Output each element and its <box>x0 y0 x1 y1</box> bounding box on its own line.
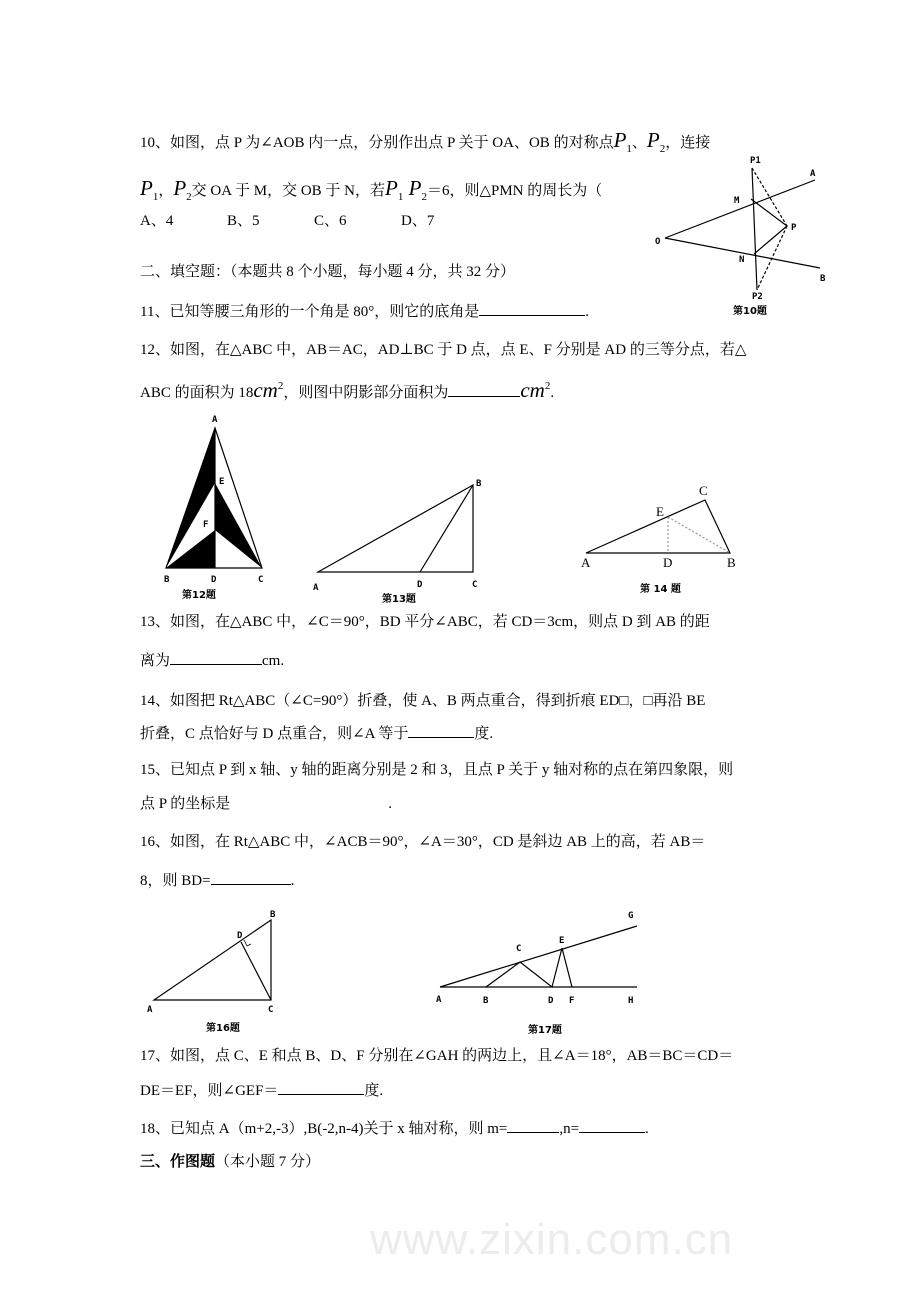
svg-text:A: A <box>212 415 218 425</box>
svg-text:A: A <box>313 583 319 593</box>
svg-text:C: C <box>699 483 708 498</box>
q16-line1: 16、如图，在 Rt△ABC 中，∠ACB＝90°，∠A＝30°，CD 是斜边 AB 上的高，若 AB＝ <box>140 834 706 850</box>
math-p1: $P_1$ <box>613 128 632 156</box>
option-c: C、6 <box>314 213 347 229</box>
svg-text:E: E <box>559 936 565 946</box>
svg-text:G: G <box>628 911 634 921</box>
q13-line1: 13、如图，在△ABC 中，∠C＝90°，BD 平分∠ABC，若 CD＝3cm，则点 D 到 AB 的距 <box>140 614 710 630</box>
svg-text:D: D <box>663 555 673 570</box>
q14-line2: 折叠，C 点恰好与 D 点重合，则∠A 等于 度. <box>140 723 493 744</box>
svg-text:H: H <box>628 996 634 1006</box>
svg-text:M: M <box>734 196 740 206</box>
svg-text:A: A <box>436 995 442 1005</box>
figure-10 <box>655 156 826 317</box>
svg-text:B: B <box>476 479 482 489</box>
q12-line1: 12、如图，在△ABC 中，AB＝AC，AD⊥BC 于 D 点，点 E、F 分别是 AD 的三等分点，若△ <box>140 342 747 358</box>
section2-heading: 二、填空题：（本题共 8 个小题，每小题 4 分，共 32 分） <box>140 264 516 280</box>
figure-13 <box>313 479 482 605</box>
svg-text:C: C <box>258 575 264 585</box>
figure-14 <box>581 483 736 595</box>
q10-line1: 10、如图，点 P 为∠AOB 内一点，分别作出点 P 关于 OA、OB 的对称点$P_1$、$P_2$，连接 <box>140 128 711 156</box>
q15-line2: 点 P 的坐标是 . <box>140 796 393 812</box>
q18: 18、已知点 A（m+2,-3）,B(-2,n-4)关于 x 轴对称，则 m= ,n= . <box>140 1118 649 1139</box>
section3-heading: 三、作图题（本小题 7 分） <box>140 1154 321 1170</box>
svg-text:B: B <box>727 555 736 570</box>
svg-text:P: P <box>791 223 797 233</box>
svg-text:B: B <box>270 910 276 920</box>
q14-line1: 14、如图把 Rt△ABC（∠C=90°）折叠，使 A、B 两点重合，得到折痕 ED□，□再沿 BE <box>140 693 706 709</box>
option-b: B、5 <box>227 213 260 229</box>
q13-line2: 离为 cm. <box>140 650 284 671</box>
option-d: D、7 <box>401 213 435 229</box>
svg-text:C: C <box>268 1005 274 1015</box>
svg-text:F: F <box>569 996 575 1006</box>
svg-text:P1: P1 <box>750 156 761 166</box>
svg-text:第16题: 第16题 <box>206 1023 240 1034</box>
q16-line2: 8，则 BD= . <box>140 870 294 891</box>
svg-text:第17题: 第17题 <box>528 1025 562 1036</box>
svg-text:A: A <box>810 169 816 179</box>
q11: 11、已知等腰三角形的一个角是 80°，则它的底角是 . <box>140 301 589 322</box>
svg-text:D: D <box>548 996 554 1006</box>
svg-text:第13题: 第13题 <box>382 594 416 605</box>
svg-text:B: B <box>164 575 170 585</box>
svg-text:D: D <box>417 580 423 590</box>
option-a: A、4 <box>140 213 174 229</box>
svg-text:D: D <box>211 575 217 585</box>
svg-text:E: E <box>656 504 664 519</box>
q15-line1: 15、已知点 P 到 x 轴、y 轴的距离分别是 2 和 3，且点 P 关于 y 轴对称的点在第四象限，则 <box>140 762 734 778</box>
svg-text:P2: P2 <box>752 292 763 302</box>
q10-text: 10、如图，点 P 为∠AOB 内一点，分别作出点 P 关于 OA、OB 的对称点 <box>140 135 614 151</box>
shaded-regions <box>166 428 262 568</box>
svg-text:A: A <box>147 1005 153 1015</box>
svg-text:D: D <box>237 931 243 941</box>
svg-text:F: F <box>203 520 209 530</box>
svg-text:C: C <box>516 944 522 954</box>
svg-text:N: N <box>739 255 745 265</box>
q17-line1: 17、如图，点 C、E 和点 B、D、F 分别在∠GAH 的两边上，且∠A＝18°，AB＝BC＝CD＝ <box>140 1048 734 1064</box>
svg-text:B: B <box>483 996 489 1006</box>
svg-text:第12题: 第12题 <box>182 590 216 601</box>
svg-text:A: A <box>581 555 591 570</box>
figure-17 <box>436 911 637 1036</box>
figure-16 <box>147 910 276 1034</box>
figure-12 <box>164 415 263 601</box>
svg-text:C: C <box>472 580 478 590</box>
svg-text:第10题: 第10题 <box>733 306 767 317</box>
svg-text:O: O <box>655 237 661 247</box>
svg-text:B: B <box>820 274 826 284</box>
watermark: www.zixin.com.cn <box>370 1215 734 1264</box>
q17-line2: DE＝EF，则∠GEF＝ 度. <box>140 1080 383 1101</box>
q10-line2: $P_1$，$P_2$交 OA 于 M，交 OB 于 N，若$P_1$ $P_2=6$，则△PMN 的周长为（ <box>140 176 603 204</box>
svg-text:第 14 题: 第 14 题 <box>640 584 681 595</box>
svg-text:E: E <box>219 477 225 487</box>
q12-line2: ABC 的面积为 $18cm^2$，则图中阴影部分面积为 $cm^2$. <box>140 378 555 402</box>
math-p2: $P_2$ <box>646 128 666 156</box>
